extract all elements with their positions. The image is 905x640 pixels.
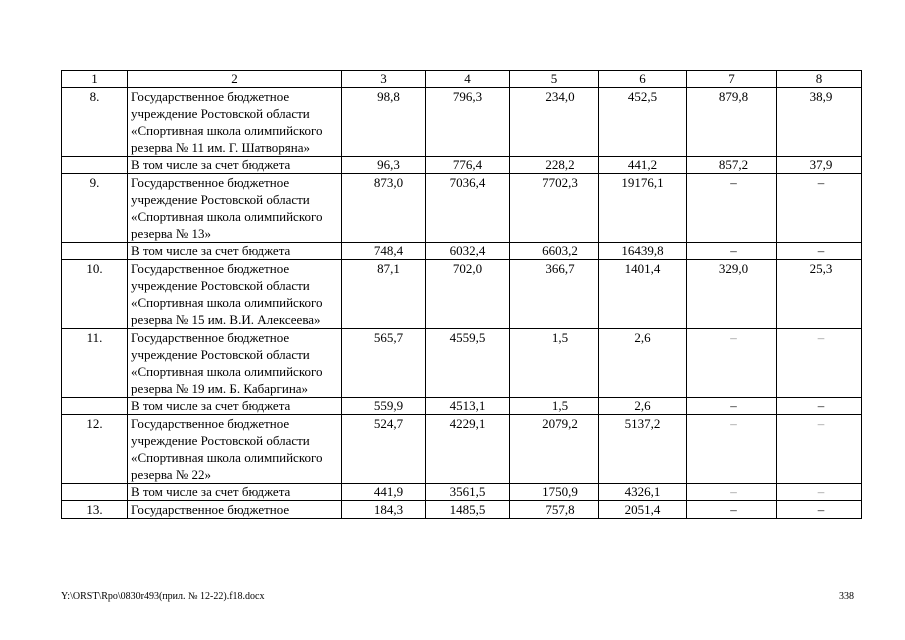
value-cell-col-7: – xyxy=(687,398,777,415)
value-cell-col-3: 98,8 xyxy=(342,88,426,157)
row-number-cell xyxy=(62,398,128,415)
header-cell: 4 xyxy=(426,71,510,88)
institution-row xyxy=(62,174,862,243)
value-cell-col-5: 234,0 xyxy=(510,88,599,157)
value-cell-col-7: 857,2 xyxy=(687,157,777,174)
value-cell-col-4: 6032,4 xyxy=(426,243,510,260)
value-cell-col-8: 25,3 xyxy=(777,260,862,329)
value-cell-col-7: – xyxy=(687,484,777,501)
row-number-cell: 8. xyxy=(62,88,128,157)
institution-name-cell: В том числе за счет бюджета xyxy=(128,243,342,260)
value-cell-col-6: 441,2 xyxy=(599,157,687,174)
value-cell-col-8: 37,9 xyxy=(777,157,862,174)
value-cell-col-4: 4229,1 xyxy=(426,415,510,484)
value-cell-col-6: 452,5 xyxy=(599,88,687,157)
value-cell-col-5: 1,5 xyxy=(510,329,599,398)
value-cell-col-7: 879,8 xyxy=(687,88,777,157)
value-cell-col-4: 702,0 xyxy=(426,260,510,329)
value-cell-col-5: 1,5 xyxy=(510,398,599,415)
institution-name-cell: В том числе за счет бюджета xyxy=(128,157,342,174)
row-number-cell: 9. xyxy=(62,174,128,243)
institution-name-cell: Государственное бюджетное учреждение Ростовской области «Спортивная школа олимпийского резерва № 13» xyxy=(128,174,342,243)
value-cell-col-7: – xyxy=(687,329,777,398)
row-number-cell xyxy=(62,484,128,501)
value-cell-col-3: 441,9 xyxy=(342,484,426,501)
value-cell-col-5: 7702,3 xyxy=(510,174,599,243)
value-cell-col-5: 6603,2 xyxy=(510,243,599,260)
value-cell-col-8: – xyxy=(777,415,862,484)
value-cell-col-3: 184,3 xyxy=(342,501,426,519)
value-cell-col-6: 2,6 xyxy=(599,329,687,398)
row-number-cell: 11. xyxy=(62,329,128,398)
header-cell: 6 xyxy=(599,71,687,88)
budget-subrow xyxy=(62,243,862,260)
value-cell-col-3: 565,7 xyxy=(342,329,426,398)
value-cell-col-8: – xyxy=(777,501,862,519)
value-cell-col-4: 7036,4 xyxy=(426,174,510,243)
value-cell-col-4: 4559,5 xyxy=(426,329,510,398)
value-cell-col-6: 1401,4 xyxy=(599,260,687,329)
row-number-cell xyxy=(62,243,128,260)
value-cell-col-8: – xyxy=(777,174,862,243)
value-cell-col-4: 796,3 xyxy=(426,88,510,157)
value-cell-col-4: 4513,1 xyxy=(426,398,510,415)
value-cell-col-5: 757,8 xyxy=(510,501,599,519)
value-cell-col-6: 16439,8 xyxy=(599,243,687,260)
footer-file-path: Y:\ORST\Rpo\0830r493(прил. № 12-22).f18.docx xyxy=(61,591,265,602)
value-cell-col-5: 228,2 xyxy=(510,157,599,174)
institution-name-cell: В том числе за счет бюджета xyxy=(128,398,342,415)
value-cell-col-8: – xyxy=(777,243,862,260)
value-cell-col-4: 1485,5 xyxy=(426,501,510,519)
footer-page-number: 338 xyxy=(839,591,854,602)
value-cell-col-5: 366,7 xyxy=(510,260,599,329)
institution-name-cell: Государственное бюджетное учреждение Ростовской области «Спортивная школа олимпийского резерва № 22» xyxy=(128,415,342,484)
value-cell-col-3: 96,3 xyxy=(342,157,426,174)
value-cell-col-7: – xyxy=(687,415,777,484)
value-cell-col-8: – xyxy=(777,398,862,415)
table-header-row xyxy=(62,71,862,88)
value-cell-col-6: 2051,4 xyxy=(599,501,687,519)
value-cell-col-4: 776,4 xyxy=(426,157,510,174)
value-cell-col-3: 524,7 xyxy=(342,415,426,484)
value-cell-col-6: 5137,2 xyxy=(599,415,687,484)
institution-name-cell: Государственное бюджетное учреждение Ростовской области «Спортивная школа олимпийского резерва № 19 им. Б. Кабаргина» xyxy=(128,329,342,398)
value-cell-col-6: 2,6 xyxy=(599,398,687,415)
value-cell-col-7: 329,0 xyxy=(687,260,777,329)
row-number-cell xyxy=(62,157,128,174)
value-cell-col-6: 4326,1 xyxy=(599,484,687,501)
value-cell-col-7: – xyxy=(687,501,777,519)
budget-subrow xyxy=(62,398,862,415)
row-number-cell: 10. xyxy=(62,260,128,329)
institution-name-cell: Государственное бюджетное учреждение Ростовской области «Спортивная школа олимпийского резерва № 11 им. Г. Шатворяна» xyxy=(128,88,342,157)
value-cell-col-4: 3561,5 xyxy=(426,484,510,501)
value-cell-col-8: 38,9 xyxy=(777,88,862,157)
row-number-cell: 12. xyxy=(62,415,128,484)
institution-row xyxy=(62,501,862,519)
value-cell-col-5: 2079,2 xyxy=(510,415,599,484)
value-cell-col-5: 1750,9 xyxy=(510,484,599,501)
value-cell-col-6: 19176,1 xyxy=(599,174,687,243)
data-table xyxy=(61,70,862,519)
value-cell-col-3: 748,4 xyxy=(342,243,426,260)
value-cell-col-8: – xyxy=(777,329,862,398)
row-number-cell: 13. xyxy=(62,501,128,519)
institution-row xyxy=(62,415,862,484)
institution-name-cell: Государственное бюджетное учреждение Ростовской области «Спортивная школа олимпийского резерва № 15 им. В.И. Алексеева» xyxy=(128,260,342,329)
value-cell-col-3: 559,9 xyxy=(342,398,426,415)
value-cell-col-3: 87,1 xyxy=(342,260,426,329)
value-cell-col-8: – xyxy=(777,484,862,501)
institution-row xyxy=(62,88,862,157)
budget-subrow xyxy=(62,157,862,174)
institution-name-cell: Государственное бюджетное xyxy=(128,501,342,519)
header-cell: 5 xyxy=(510,71,599,88)
header-cell: 8 xyxy=(777,71,862,88)
table-body xyxy=(62,71,862,519)
header-cell: 7 xyxy=(687,71,777,88)
header-cell: 1 xyxy=(62,71,128,88)
value-cell-col-7: – xyxy=(687,174,777,243)
value-cell-col-7: – xyxy=(687,243,777,260)
value-cell-col-3: 873,0 xyxy=(342,174,426,243)
institution-name-cell: В том числе за счет бюджета xyxy=(128,484,342,501)
budget-subrow xyxy=(62,484,862,501)
institution-row xyxy=(62,260,862,329)
institution-row xyxy=(62,329,862,398)
header-cell: 3 xyxy=(342,71,426,88)
header-cell: 2 xyxy=(128,71,342,88)
